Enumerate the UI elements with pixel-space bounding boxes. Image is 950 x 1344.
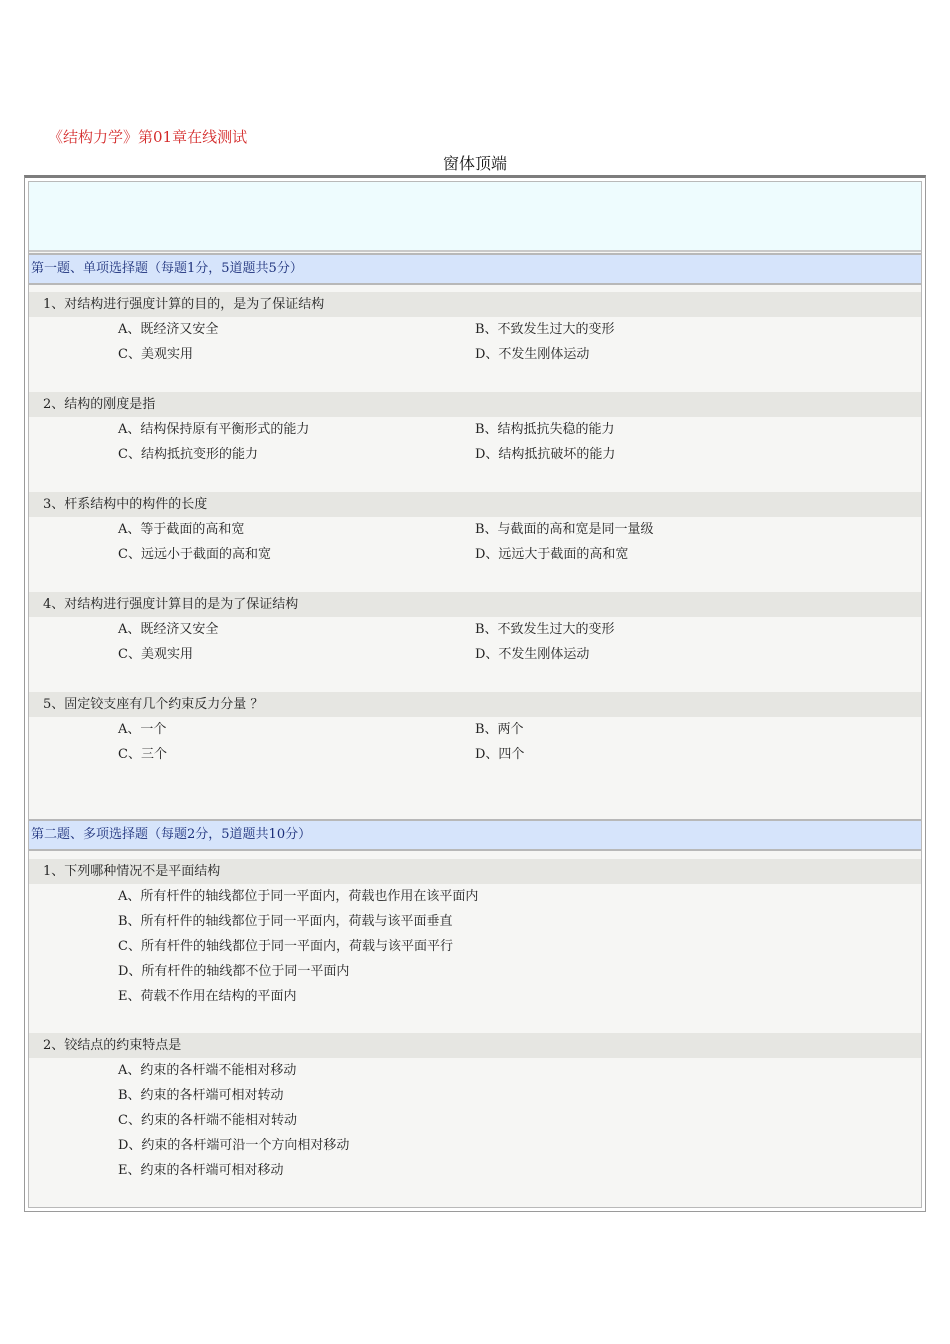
- option-2-1-a[interactable]: A、所有杆件的轴线都位于同一平面内，荷载也作用在该平面内: [118, 889, 479, 904]
- option-2-1-b[interactable]: B、所有杆件的轴线都位于同一平面内，荷载与该平面垂直: [118, 914, 453, 929]
- question-1-4: 4、对结构进行强度计算目的是为了保证结构: [29, 592, 921, 617]
- option-1-1-a[interactable]: A、既经济又安全: [118, 322, 219, 337]
- option-1-2-b[interactable]: B、结构抵抗失稳的能力: [475, 422, 615, 437]
- option-2-2-b[interactable]: B、约束的各杆端可相对转动: [118, 1088, 284, 1103]
- option-1-3-d[interactable]: D、远远大于截面的高和宽: [475, 547, 629, 562]
- option-1-5-d[interactable]: D、四个: [475, 747, 525, 762]
- quiz-panel: [28, 181, 922, 1208]
- section-heading-multiple-choice: 第二题、多项选择题（每题2分，5道题共10分）: [29, 819, 921, 851]
- form-top-label: 窗体顶端: [442, 154, 507, 173]
- info-box: [29, 182, 921, 252]
- option-1-5-c[interactable]: C、三个: [118, 747, 167, 762]
- option-1-3-c[interactable]: C、远远小于截面的高和宽: [118, 547, 271, 562]
- option-2-2-e[interactable]: E、约束的各杆端可相对移动: [118, 1163, 284, 1178]
- option-2-1-e[interactable]: E、荷载不作用在结构的平面内: [118, 989, 297, 1004]
- question-2-1: 1、下列哪种情况不是平面结构: [29, 859, 921, 884]
- option-1-4-a[interactable]: A、既经济又安全: [118, 622, 219, 637]
- option-2-2-a[interactable]: A、约束的各杆端不能相对移动: [118, 1063, 297, 1078]
- option-1-3-b[interactable]: B、与截面的高和宽是同一量级: [475, 522, 654, 537]
- option-1-2-c[interactable]: C、结构抵抗变形的能力: [118, 447, 258, 462]
- page-title: 《结构力学》第01章在线测试: [48, 128, 248, 146]
- question-2-2: 2、铰结点的约束特点是: [29, 1033, 921, 1058]
- quiz-frame: [24, 175, 926, 1212]
- question-1-5: 5、固定铰支座有几个约束反力分量 ？: [29, 692, 921, 717]
- option-1-2-a[interactable]: A、结构保持原有平衡形式的能力: [118, 422, 310, 437]
- option-1-1-d[interactable]: D、不发生刚体运动: [475, 347, 590, 362]
- option-1-1-c[interactable]: C、美观实用: [118, 347, 193, 362]
- option-1-5-a[interactable]: A、一个: [118, 722, 167, 737]
- option-2-1-c[interactable]: C、所有杆件的轴线都位于同一平面内，荷载与该平面平行: [118, 939, 453, 954]
- option-1-3-a[interactable]: A、等于截面的高和宽: [118, 522, 245, 537]
- section-heading-single-choice: 第一题、单项选择题（每题1分，5道题共5分）: [29, 253, 921, 285]
- option-2-2-d[interactable]: D、约束的各杆端可沿一个方向相对移动: [118, 1138, 350, 1153]
- option-1-2-d[interactable]: D、结构抵抗破坏的能力: [475, 447, 616, 462]
- question-1-1: 1、对结构进行强度计算的目的，是为了保证结构: [29, 292, 921, 317]
- option-2-2-c[interactable]: C、约束的各杆端不能相对转动: [118, 1113, 297, 1128]
- question-1-3: 3、杆系结构中的构件的长度: [29, 492, 921, 517]
- option-1-4-b[interactable]: B、不致发生过大的变形: [475, 622, 615, 637]
- option-1-5-b[interactable]: B、两个: [475, 722, 524, 737]
- option-1-4-d[interactable]: D、不发生刚体运动: [475, 647, 590, 662]
- option-1-1-b[interactable]: B、不致发生过大的变形: [475, 322, 615, 337]
- option-2-1-d[interactable]: D、所有杆件的轴线都不位于同一平面内: [118, 964, 350, 979]
- option-1-4-c[interactable]: C、美观实用: [118, 647, 193, 662]
- question-1-2: 2、结构的刚度是指: [29, 392, 921, 417]
